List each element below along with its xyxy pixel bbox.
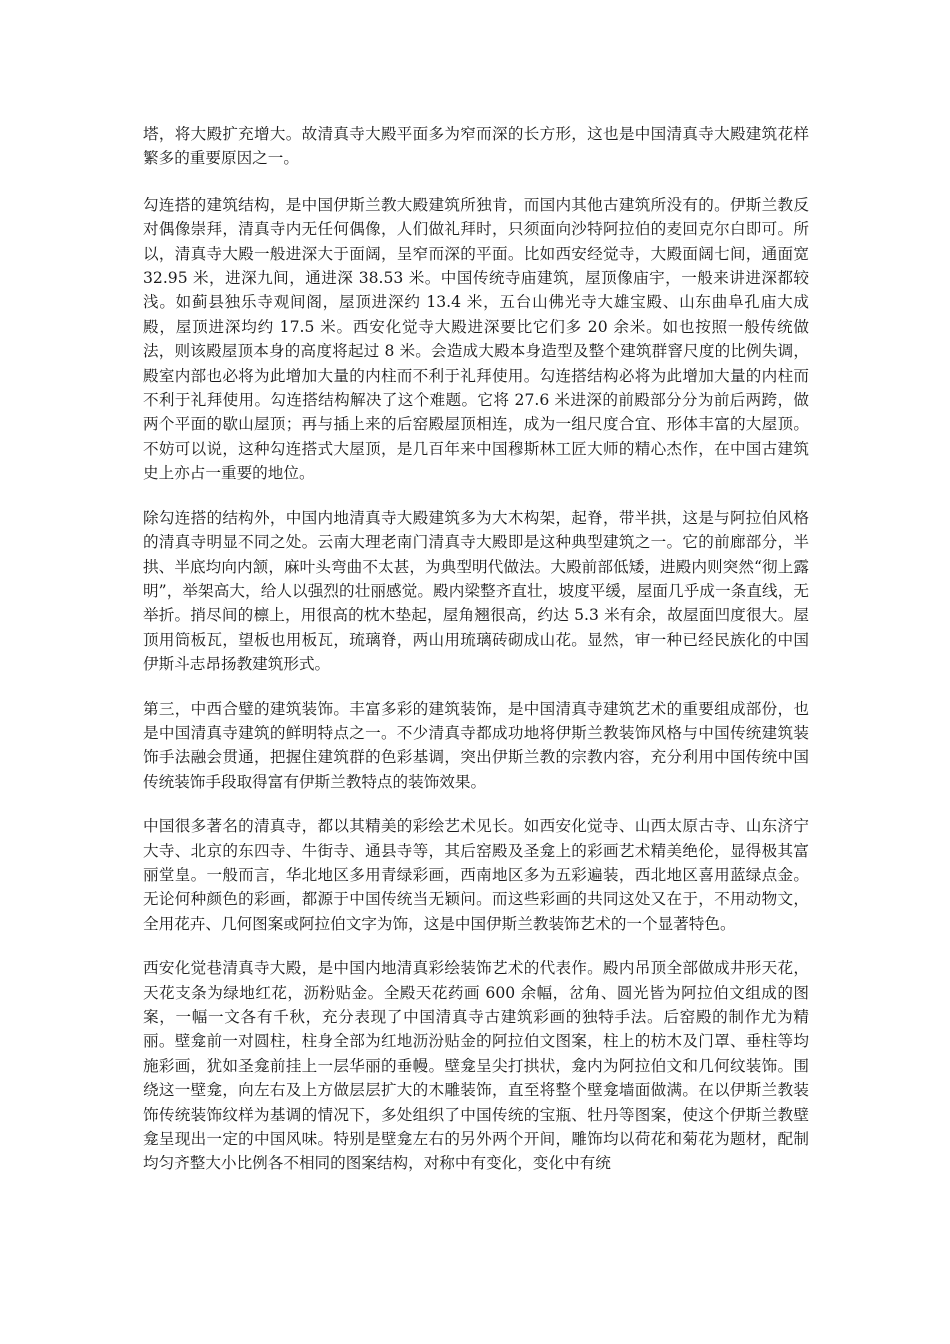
paragraph-2: 勾连搭的建筑结构，是中国伊斯兰教大殿建筑所独肯，而国内其他古建筑所没有的。伊斯兰教反对偶像崇拜，清真寺内无任何偶像，人们做礼拜时，只须面向沙特阿拉伯的麦回克尔白即可。所以，清真寺大殿一般进深大于面阔，呈窄而深的平面。比如西安经觉寺，大殿面阔七间，通面宽 32.95 米，进深九间，通进深 38.53 米。中国传统寺庙建筑，屋顶像庙宇，一般来讲进深都较浅。如蓟县独乐寺观间阁，屋顶进深约 13.4 米，五台山佛光寺大雄宝殿、山东曲阜孔庙大成殿，屋顶进深均约 17.5 米。西安化觉寺大殿进深要比它们多 20 余米。如也按照一般传统做法，则该殿屋顶本身的高度将起过 8 米。会造成大殿本身造型及整个建筑群窨尺度的比例失调，殿室内部也必将为此增加大量的内柱而不利于礼拜使用。勾连搭结构必将为此增加大量的内柱而不利于礼拜使用。勾连搭结构解决了这个难题。它将 27.6 米进深的前殿部分分为前后两跨，做两个平面的歇山屋顶；再与插上来的后窑殿屋顶相连，成为一组尺度合宜、形体丰富的大屋顶。不妨可以说，这种勾连搭式大屋顶，是几百年来中国穆斯林工匠大师的精心杰作，在中国古建筑史上亦占一重要的地位。 xyxy=(143,195,809,483)
document-page xyxy=(143,122,809,1176)
paragraph-3: 除勾连搭的结构外，中国内地清真寺大殿建筑多为大木构架，起脊，带半拱，这是与阿拉伯风格的清真寺明显不同之处。云南大理老南门清真寺大殿即是这种典型建筑之一。它的前廊部分，半拱、半底均向内颔，麻叶头弯曲不太甚，为典型明代做法。大殿前部低矮，进殿内则突然“彻上露明”，举架高大，给人以强烈的壮丽感觉。殿内梁整齐直壮，坡度平缓，屋面几乎成一条直线，无举折。捎尽间的檩上，用很高的枕木垫起，屋角翘很高，约达 5.3 米有余，故屋面凹度很大。屋顶用筒板瓦，望板也用板瓦，琉璃脊，两山用琉璃砖砌成山花。显然，审一种已经民族化的中国伊斯斗志昂扬教建筑形式。 xyxy=(143,508,809,674)
paragraph-6: 西安化觉巷清真寺大殿，是中国内地清真彩绘装饰艺术的代表作。殿内吊顶全部做成井形天花，天花支条为绿地红花，沥粉贴金。全殿天花药画 600 余幅，岔角、圆光皆为阿拉伯文组成的图案，一幅一文各有千秋，充分表现了中国清真寺古建筑彩画的独特手法。后窑殿的制作尤为精丽。壁龛前一对圆柱，柱身全部为红地沥汾贴金的阿拉伯文图案，柱上的枋木及门罩、垂柱等均施彩画，犹如圣龛前挂上一层华丽的垂幔。壁龛呈尖打拱状，龛内为阿拉伯文和几何纹装饰。围绕这一壁龛，向左右及上方做层层扩大的木雕装饰，直至将整个壁龛墙面做满。在以伊斯兰教装饰传统装饰纹样为基调的情况下，多处组织了中国传统的宝瓶、牡丹等图案，使这个伊斯兰教壁龛呈现出一定的中国风味。特别是壁龛左右的另外两个开间，雕饰均以荷花和菊花为题材，配制均匀齐整大小比例各不相同的图案结构，对称中有变化，变化中有统 xyxy=(143,959,809,1173)
paragraph-4: 第三，中西合璧的建筑装饰。丰富多彩的建筑装饰，是中国清真寺建筑艺术的重要组成部份，也是中国清真寺建筑的鲜明特点之一。不少清真寺都成功地将伊斯兰教装饰风格与中国传统建筑装饰手法融会贯通，把握住建筑群的色彩基调，突出伊斯兰教的宗教内容，充分利用中国传统中国传统装饰手段取得富有伊斯兰教特点的装饰效果。 xyxy=(143,699,809,791)
paragraph-1: 塔，将大殿扩充增大。故清真寺大殿平面多为窄而深的长方形，这也是中国清真寺大殿建筑花样繁多的重要原因之一。 xyxy=(143,125,809,168)
paragraph-5: 中国很多著名的清真寺，都以其精美的彩绘艺术见长。如西安化觉寺、山西太原古寺、山东济宁大寺、北京的东四寺、牛街寺、通县寺等，其后窑殿及圣龛上的彩画艺术精美绝伦，显得极其富丽堂皇。一般而言，华北地区多用青绿彩画，西南地区多为五彩遍装，西北地区喜用蓝绿点金。无论何种颜色的彩画，都源于中国传统当无颖问。而这些彩画的共同这处又在于，不用动物文，全用花卉、几何图案或阿拉伯文字为饰，这是中国伊斯兰教装饰艺术的一个显著特色。 xyxy=(143,817,809,933)
